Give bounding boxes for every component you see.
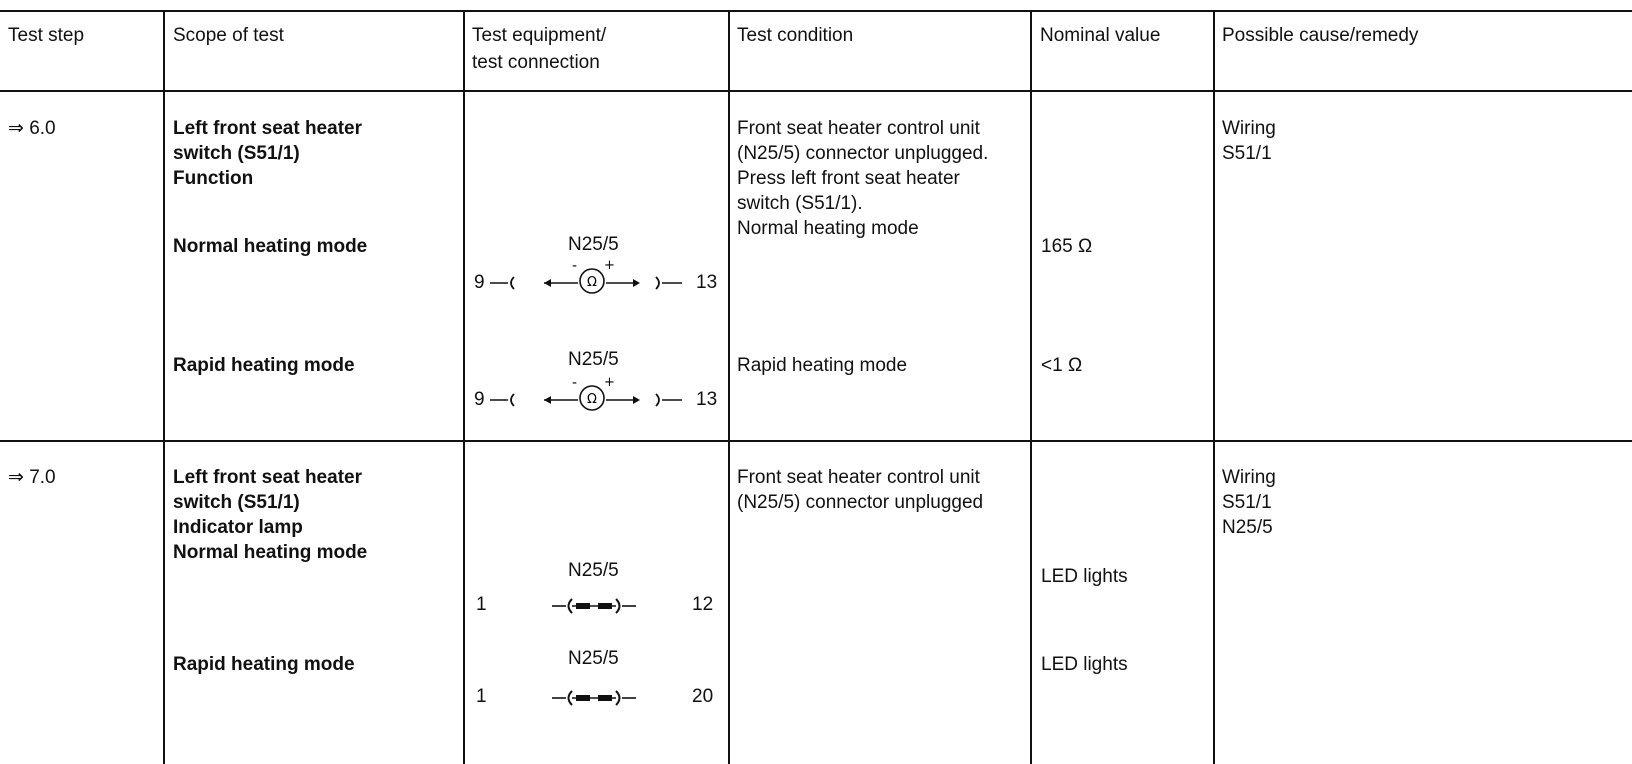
- pin-right: 13: [696, 389, 718, 410]
- header-test-equipment: Test equipment/: [472, 25, 607, 46]
- pin-left: 1: [476, 594, 487, 615]
- cause-line: N25/5: [1222, 517, 1273, 538]
- test-lamp-icon: [552, 594, 652, 618]
- column-rule: [463, 10, 465, 764]
- header-nominal-value: Nominal value: [1040, 25, 1161, 46]
- test-connection-diagram: [472, 648, 722, 712]
- scope-title-line: Left front seat heater: [173, 118, 362, 139]
- control-unit-label: N25/5: [568, 349, 619, 370]
- condition-line: switch (S51/1).: [737, 193, 863, 214]
- test-connection-diagram: [472, 234, 722, 294]
- row-divider-rule: [0, 440, 1632, 442]
- nominal-value: 165 Ω: [1041, 236, 1093, 257]
- condition-line: (N25/5) connector unplugged: [737, 492, 984, 513]
- svg-text:-: -: [572, 375, 578, 391]
- pin-left: 9: [474, 272, 485, 293]
- mode-label: Normal heating mode: [173, 236, 368, 257]
- header-possible-cause: Possible cause/remedy: [1222, 25, 1419, 46]
- test-connection-diagram: [472, 560, 722, 624]
- nominal-value: LED lights: [1041, 566, 1128, 587]
- mode-label: Rapid heating mode: [173, 355, 355, 376]
- ohmmeter-icon: [488, 373, 698, 409]
- svg-text:+: +: [604, 258, 615, 273]
- mode-label: Rapid heating mode: [173, 654, 355, 675]
- scope-subtitle: Indicator lamp: [173, 517, 303, 538]
- condition-line: (N25/5) connector unplugged.: [737, 143, 989, 164]
- pin-right: 12: [692, 594, 714, 615]
- cause-line: S51/1: [1222, 492, 1272, 513]
- scope-title-line: switch (S51/1): [173, 143, 300, 164]
- cause-line: S51/1: [1222, 143, 1272, 164]
- test-connection-diagram: [472, 349, 722, 413]
- cause-line: Wiring: [1222, 118, 1276, 139]
- scope-subtitle: Function: [173, 168, 254, 189]
- pin-right: 20: [692, 686, 714, 707]
- header-test-step: Test step: [8, 25, 85, 46]
- table-top-rule: [0, 10, 1632, 12]
- svg-text:+: +: [604, 375, 615, 390]
- condition-line: Front seat heater control unit: [737, 118, 980, 139]
- header-scope-of-test: Scope of test: [173, 25, 284, 46]
- test-step-number: ⇒ 7.0: [8, 467, 56, 488]
- mode-condition: Normal heating mode: [737, 218, 919, 239]
- scope-title-line: switch (S51/1): [173, 492, 300, 513]
- column-rule: [1213, 10, 1215, 764]
- control-unit-label: N25/5: [568, 234, 619, 255]
- mode-condition: Rapid heating mode: [737, 355, 908, 376]
- column-rule: [163, 10, 165, 764]
- scope-title-line: Left front seat heater: [173, 467, 362, 488]
- ohmmeter-icon: [488, 256, 698, 292]
- svg-text:Ω: Ω: [587, 275, 597, 290]
- pin-left: 9: [474, 389, 485, 410]
- column-rule: [1030, 10, 1032, 764]
- cause-line: Wiring: [1222, 467, 1276, 488]
- control-unit-label: N25/5: [568, 560, 619, 581]
- condition-line: Press left front seat heater: [737, 168, 960, 189]
- test-step-number: ⇒ 6.0: [8, 118, 56, 139]
- condition-line: Front seat heater control unit: [737, 467, 980, 488]
- header-test-connection: test connection: [472, 52, 600, 73]
- header-bottom-rule: [0, 90, 1632, 92]
- pin-right: 13: [696, 272, 718, 293]
- svg-text:-: -: [572, 258, 578, 274]
- control-unit-label: N25/5: [568, 648, 619, 669]
- nominal-value: LED lights: [1041, 654, 1128, 675]
- svg-text:Ω: Ω: [587, 392, 597, 407]
- nominal-value: <1 Ω: [1041, 355, 1083, 376]
- test-lamp-icon: [552, 686, 652, 710]
- column-rule: [728, 10, 730, 764]
- mode-label: Normal heating mode: [173, 542, 368, 563]
- pin-left: 1: [476, 686, 487, 707]
- header-test-condition: Test condition: [737, 25, 854, 46]
